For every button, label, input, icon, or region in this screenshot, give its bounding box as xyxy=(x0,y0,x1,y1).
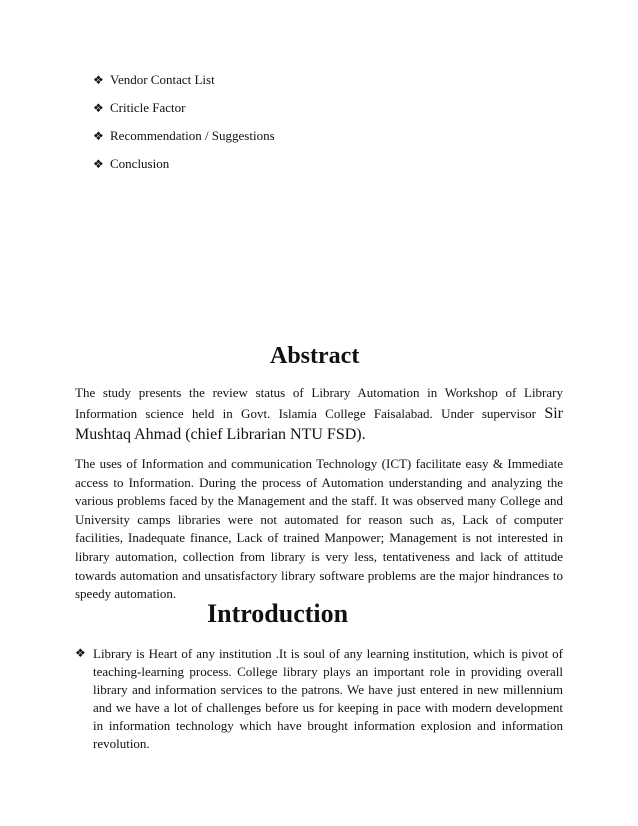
toc-list xyxy=(93,72,275,184)
abstract-heading: Abstract xyxy=(270,343,360,369)
introduction-bullet-text: Library is Heart of any institution .It is soul of any learning institution, which is pivot of teaching-learning process. College library plays an important role in providing overall library and information services to the patrons. We have just entered in new millennium and we have a lot of challenges before us for keeping in pace with modern development in information technology which have brought information explosion and information revolution. xyxy=(93,646,563,751)
introduction-bullet-item xyxy=(75,645,563,753)
toc-item xyxy=(93,128,275,156)
abstract-para1-text: The study presents the review status of Library Automation in Workshop of Library Information science held in Govt. Islamia College Faisalabad. Under supervisor xyxy=(75,385,563,421)
abstract-paragraph-1 xyxy=(75,382,563,445)
diamond-bullet-icon: ❖ xyxy=(93,129,104,143)
toc-item-label: Conclusion xyxy=(110,156,170,171)
toc-item xyxy=(93,100,275,128)
toc-item-label: Recommendation / Suggestions xyxy=(110,128,275,143)
toc-item xyxy=(93,72,275,100)
diamond-bullet-icon: ❖ xyxy=(75,646,86,660)
diamond-bullet-icon: ❖ xyxy=(93,73,104,87)
abstract-paragraph-2: The uses of Information and communication Technology (ICT) facilitate easy & Immediate access to Information. During the process of Automation understanding and analyzing the various problems faced by the Management and the staff. It was observed many College and University camps libraries were not automated for reason such as, Lack of computer facilities, Inadequate finance, Lack of trained Manpower; Management is not interested in library automation, collection from library is very less, tentativeness and lack of attitude towards automation and unsatisfactory library software problems are the major hindrances to speedy automation. xyxy=(75,456,563,602)
toc-item-label: Vendor Contact List xyxy=(110,72,215,87)
introduction-heading: Introduction xyxy=(207,599,349,628)
supervisor-name: Sir Mushtaq Ahmad (chief Librarian NTU FSD). xyxy=(75,405,563,443)
toc-item xyxy=(93,156,275,184)
diamond-bullet-icon: ❖ xyxy=(93,101,104,115)
introduction-list xyxy=(75,645,563,753)
toc-item-label: Criticle Factor xyxy=(110,100,186,115)
diamond-bullet-icon: ❖ xyxy=(93,157,104,171)
